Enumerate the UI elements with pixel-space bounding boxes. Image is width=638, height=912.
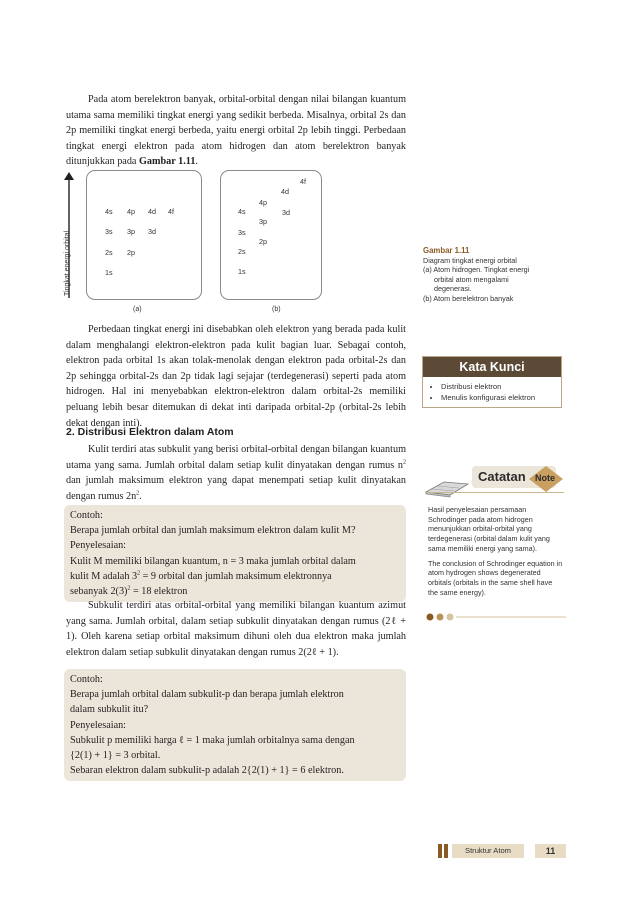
orbital-label: 4d <box>281 187 289 196</box>
orbital-label: 3s <box>238 228 246 237</box>
section-heading: 2. Distribusi Elektron dalam Atom <box>66 426 234 438</box>
figure-side-caption: Gambar 1.11 Diagram tingkat energi orbital (a) Atom hidrogen. Tingkat energi orbital atom mengalami degenerasi. (b) Atom berelektron banyak <box>423 246 563 304</box>
keyword-item: • Distribusi elektron <box>441 381 561 392</box>
note-title: Catatan <box>478 469 526 484</box>
orbital-label: 4s <box>238 207 246 216</box>
example-label: Contoh: <box>70 510 103 521</box>
orbital-label: 3s <box>105 227 113 236</box>
example-box-1: Contoh: Berapa jumlah orbital dan jumlah maksimum elektron dalam kulit M? Penyelesaian: Kulit M memiliki bilangan kuantum, n = 3 maka jumlah orbital dalam kulit M adalah $3^2 = 9$ orbital dan jumlah maksimum elektronnya sebanyak $2(3)^2 = 18$ elektron <box>64 505 406 602</box>
example-label: Contoh: <box>70 674 103 685</box>
figure-title: Gambar 1.11 <box>423 246 470 255</box>
book-icon <box>424 474 470 498</box>
footer-mark <box>444 844 448 858</box>
intro-paragraph: Pada atom berelektron banyak, orbital-orbital dengan nilai bilangan kuantum utama sama memiliki tingkat energi yang sedikit berbeda. Misalnya, orbital 2s dan 2p memiliki tingkat energi berbeda, yaitu energi orbital 2p lebih tinggi. Perbedaan tingkat energi elektron pada atom hidrogen dan atom berelektron banyak ditunjukkan pada Gambar 1.11. <box>66 94 406 168</box>
orbital-label: 2s <box>105 248 113 257</box>
footer-chapter-title: Struktur Atom <box>452 844 524 858</box>
solution-label: Penyelesaian: <box>70 540 127 552</box>
paragraph-shielding: Perbedaan tingkat energi ini disebabkan oleh elektron yang berada pada kulit dalam menghalangi elektron-elektron pada kulit bagian luar. Sebagai contoh, elektron pada orbital 1s akan tolak-menolak dengan elektron pada orbital-2s dan 2p sehingga orbital-2s dan 2p tidak lagi sejajar (terdegenerasi) seperti pada atom hidrogen. Hal ini menyebabkan elektron-elektron dalam orbital-2s memiliki peluang lebih besar ditemukan di dekat inti daripada orbital-2p (orbital-2s lebih dekat dengan inti). <box>66 324 407 429</box>
note-body <box>428 505 564 602</box>
figure-panel-a <box>86 170 202 300</box>
note-footer-ornament <box>426 612 566 622</box>
orbital-label: 2s <box>238 247 246 256</box>
orbital-label: 4s <box>105 207 113 216</box>
example-box-2: Contoh: Berapa jumlah orbital dalam subkulit-p dan berapa jumlah elektron dalam subkulit itu? Penyelesaian: Subkulit p memiliki harga ℓ = 1 maka jumlah orbitalnya sama dengan {2(1) + 1} = 3 orbital. Sebaran elektron dalam subkulit-p adalah 2{2(1) + 1} = 6 elektron. <box>64 669 406 781</box>
orbital-label: 4d <box>148 207 156 216</box>
orbital-label: 4p <box>259 198 267 207</box>
figure-caption-b: (b) <box>272 306 281 313</box>
energy-axis-label: Tingkat energi orbital <box>64 230 71 296</box>
orbital-label: 3p <box>127 227 135 236</box>
example-question: Berapa jumlah orbital dalam subkulit-p dan berapa jumlah elektron <box>70 689 344 701</box>
solution-label: Penyelesaian: <box>70 719 127 731</box>
orbital-label: 3d <box>148 227 156 236</box>
paragraph-shells: Kulit terdiri atas subkulit yang berisi orbital-orbital dengan bilangan kuantum utama yang sama. Jumlah orbital dalam setiap kulit dinyatakan dengan rumus $n^2$ dan jumlah maksimum elektron yang dapat menempati setiap kulit dinyatakan dengan rumus $2n^2$. <box>66 444 407 502</box>
orbital-label: 4f <box>300 177 306 186</box>
keyword-item: • Menulis konfigurasi elektron <box>441 392 561 403</box>
figure-panel-b <box>220 170 322 300</box>
figure-reference: Gambar 1.11 <box>139 156 196 168</box>
orbital-label: 1s <box>105 268 113 277</box>
keyword-box <box>422 356 562 408</box>
figure-caption-a: (a) <box>133 306 142 313</box>
paragraph-subshells: Subkulit terdiri atas orbital-orbital yang memiliki bilangan kuantum azimut yang sama. Jumlah orbital, dalam setiap subkulit dinyatakan dengan rumus (2ℓ + 1). Oleh karena setiap orbital maksimum dihuni oleh dua elektron maka jumlah elektron dalam setiap subkulit dinyatakan dengan rumus 2(2ℓ + 1). <box>66 600 407 658</box>
note-badge: Note <box>535 473 555 483</box>
orbital-label: 3p <box>259 217 267 226</box>
orbital-label: 1s <box>238 267 246 276</box>
keyword-box-title: Kata Kunci <box>423 357 561 377</box>
note-divider <box>426 492 564 493</box>
page-number: 11 <box>535 844 566 858</box>
orbital-label: 4f <box>168 207 174 216</box>
orbital-label: 3d <box>282 208 290 217</box>
note-text-en: The conclusion of Schrodinger equation in atom hydrogen shows degenerated orbitals (orbitals in the same shell have the same energy). <box>428 558 563 597</box>
orbital-label: 2p <box>259 237 267 246</box>
example-question: Berapa jumlah orbital dan jumlah maksimum elektron dalam kulit M? <box>70 525 356 537</box>
keyword-list <box>423 381 561 403</box>
footer-mark <box>438 844 442 858</box>
orbital-label: 2p <box>127 248 135 257</box>
note-text-id: Hasil penyelesaian persamaan Schrodinger pada atom hidrogen menunjukkan orbital-orbital yang terdegenerasi (orbital dalam kulit yang sama memiliki energi yang sama). <box>428 505 550 553</box>
orbital-label: 4p <box>127 207 135 216</box>
